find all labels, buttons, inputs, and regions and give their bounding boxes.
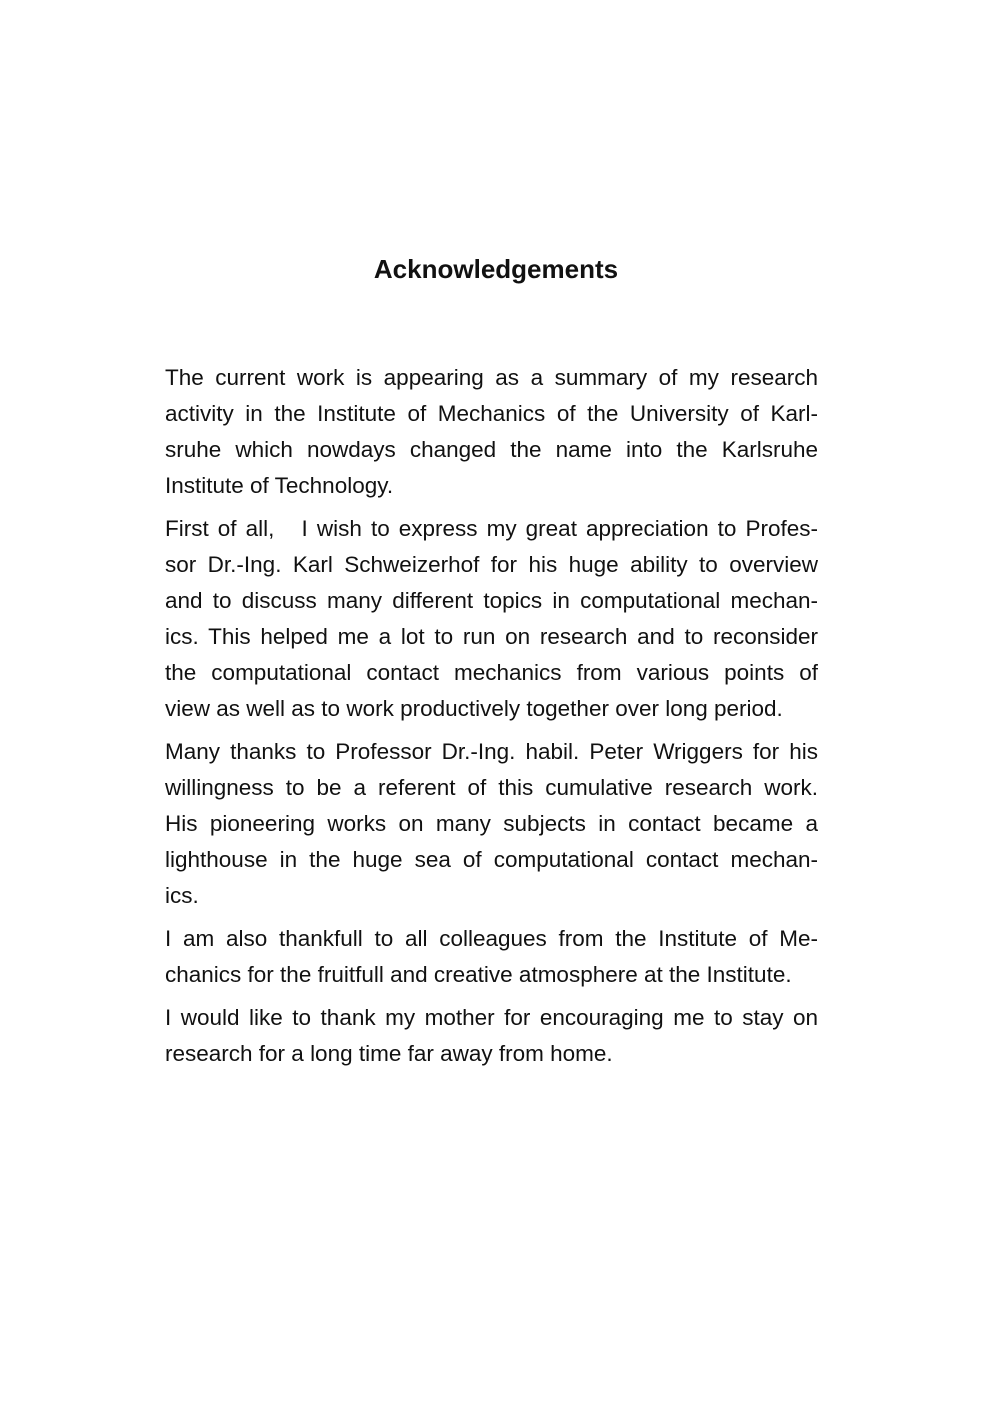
text-line: First of all, I wish to express my great appreciation to Profes- <box>165 516 818 541</box>
text-line: sor Dr.-Ing. Karl Schweizerhof for his huge ability to overview <box>165 552 818 577</box>
paragraph <box>165 360 818 504</box>
text-line: ics. This helped me a lot to run on research and to reconsider <box>165 624 818 649</box>
text-line: Many thanks to Professor Dr.-Ing. habil. Peter Wriggers for his <box>165 739 818 764</box>
text-line: willingness to be a referent of this cumulative research work. <box>165 775 818 800</box>
text-line: I am also thankfull to all colleagues from the Institute of Me- <box>165 926 818 951</box>
text-line: I would like to thank my mother for encouraging me to stay on <box>165 1005 818 1030</box>
text-line: research for a long time far away from home. <box>165 1041 613 1066</box>
text-line: The current work is appearing as a summary of my research <box>165 365 818 390</box>
text-line: view as well as to work productively together over long period. <box>165 696 783 721</box>
text-line: Institute of Technology. <box>165 473 394 498</box>
text-line: and to discuss many different topics in computational mechan- <box>165 588 818 613</box>
paragraph <box>165 921 818 993</box>
paragraph <box>165 1000 818 1072</box>
text-line: ics. <box>165 883 199 908</box>
paragraph <box>165 511 818 727</box>
text-line: lighthouse in the huge sea of computational contact mechan- <box>165 847 818 872</box>
text-line: the computational contact mechanics from various points of <box>165 660 818 685</box>
text-line: His pioneering works on many subjects in contact became a <box>165 811 818 836</box>
paragraph <box>165 734 818 914</box>
text-line: activity in the Institute of Mechanics of the University of Karl- <box>165 401 818 426</box>
acknowledgements-body <box>165 360 818 1079</box>
page-title: Acknowledgements <box>373 254 619 284</box>
text-line: sruhe which nowdays changed the name into the Karlsruhe <box>165 437 818 462</box>
text-line: chanics for the fruitfull and creative atmosphere at the Institute. <box>165 962 792 987</box>
